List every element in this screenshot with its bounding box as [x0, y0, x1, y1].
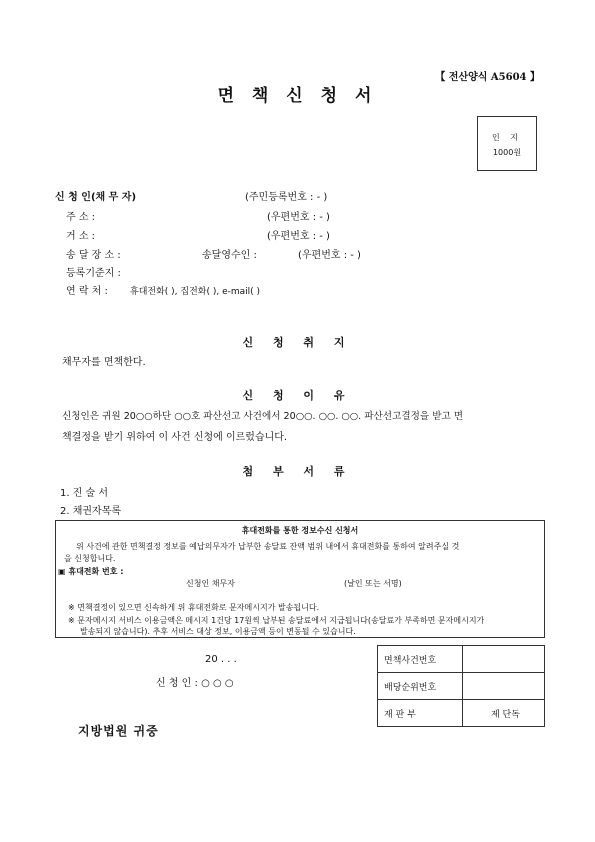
revenue-stamp-box: [477, 116, 537, 171]
stamp-amount: 1000원: [492, 148, 522, 157]
attachment-item: 1. 진 술 서: [60, 488, 109, 499]
stamp-label: 인 지: [492, 133, 522, 142]
delivery-receiver: 송달영수인 :: [202, 250, 257, 261]
notice-note2b: 발송되지 않습니다). 추후 서비스 대상 정보, 이용금액 등이 변동될 수 있습니다.: [80, 627, 356, 636]
applicant-signature: 신 청 인 : ○ ○ ○: [156, 678, 234, 689]
division-label: 재 판 부: [378, 700, 463, 727]
reason-line1: 신청인은 귀원 20○○하단 ○○호 파산선고 사건에서 20○○. ○○. ○○. 파산선고결정을 받고 면: [62, 411, 464, 422]
form-code: 【 전산양식 A5604 】: [435, 72, 540, 83]
dividend-rank-cell: [463, 673, 545, 700]
contact-label: 연 락 처 :: [66, 286, 108, 297]
reason-heading: 신 청 이 유: [242, 389, 353, 402]
contact-value: 휴대전화( ), 집전화( ), e-mail( ): [130, 287, 261, 297]
attachment-item: 2. 채권자목록: [60, 506, 122, 517]
notice-line2: 을 신청합니다.: [64, 554, 116, 563]
dividend-rank-label: 배당순위번호: [378, 673, 463, 700]
notice-note2a: ※ 문자메시지 서비스 이용금액은 메시지 1건당 17원씩 납부된 송달료에서 지급됩니다(송달료가 부족하면 문자메시지가: [68, 616, 485, 625]
purpose-text: 채무자를 면책한다.: [62, 357, 146, 368]
notice-title: 휴대전화를 통한 정보수신 신청서: [241, 526, 359, 535]
notice-signer: 신청인 채무자: [186, 579, 235, 588]
phone-number-label: ▣ 휴대전화 번호 :: [58, 567, 124, 576]
delivery-zip: (우편번호 : - ): [298, 250, 361, 261]
sms-notice-box: [55, 520, 545, 638]
division-cell: 제 단독: [463, 700, 545, 727]
applicant-heading: 신 청 인(채 무 자): [55, 192, 137, 203]
notice-note1: ※ 면책결정이 있으면 신속하게 위 휴대전화로 문자메시지가 발송됩니다.: [68, 603, 320, 612]
case-number-table: [377, 645, 545, 727]
case-number-cell: [463, 646, 545, 673]
notice-seal: (날인 또는 서명): [344, 579, 402, 588]
reason-line2: 책결정을 받기 위하여 이 사건 신청에 이르렀습니다.: [62, 432, 288, 443]
date-line: 20 . . .: [205, 654, 237, 665]
case-number-label: 면책사건번호: [378, 646, 463, 673]
registration-label: 등록기준지 :: [66, 268, 121, 279]
court-addressee: 지방법원 귀중: [78, 724, 159, 738]
purpose-heading: 신 청 취 지: [242, 336, 353, 349]
delivery-label: 송 달 장 소 :: [66, 250, 121, 261]
notice-line1: 위 사건에 관한 면책결정 정보를 예납의무자가 납부한 송달료 잔액 범위 내에서 휴대전화를 통하여 알려주실 것: [76, 542, 460, 551]
applicant-rrn: (주민등록번호 : - ): [245, 192, 328, 203]
address-zip: (우편번호 : - ): [267, 212, 330, 223]
residence-zip: (우편번호 : - ): [267, 231, 330, 242]
attachments-heading: 첨 부 서 류: [242, 465, 353, 478]
document-title: 면 책 신 청 서: [217, 86, 378, 106]
address-label: 주 소 :: [66, 212, 96, 223]
residence-label: 거 소 :: [66, 231, 96, 242]
